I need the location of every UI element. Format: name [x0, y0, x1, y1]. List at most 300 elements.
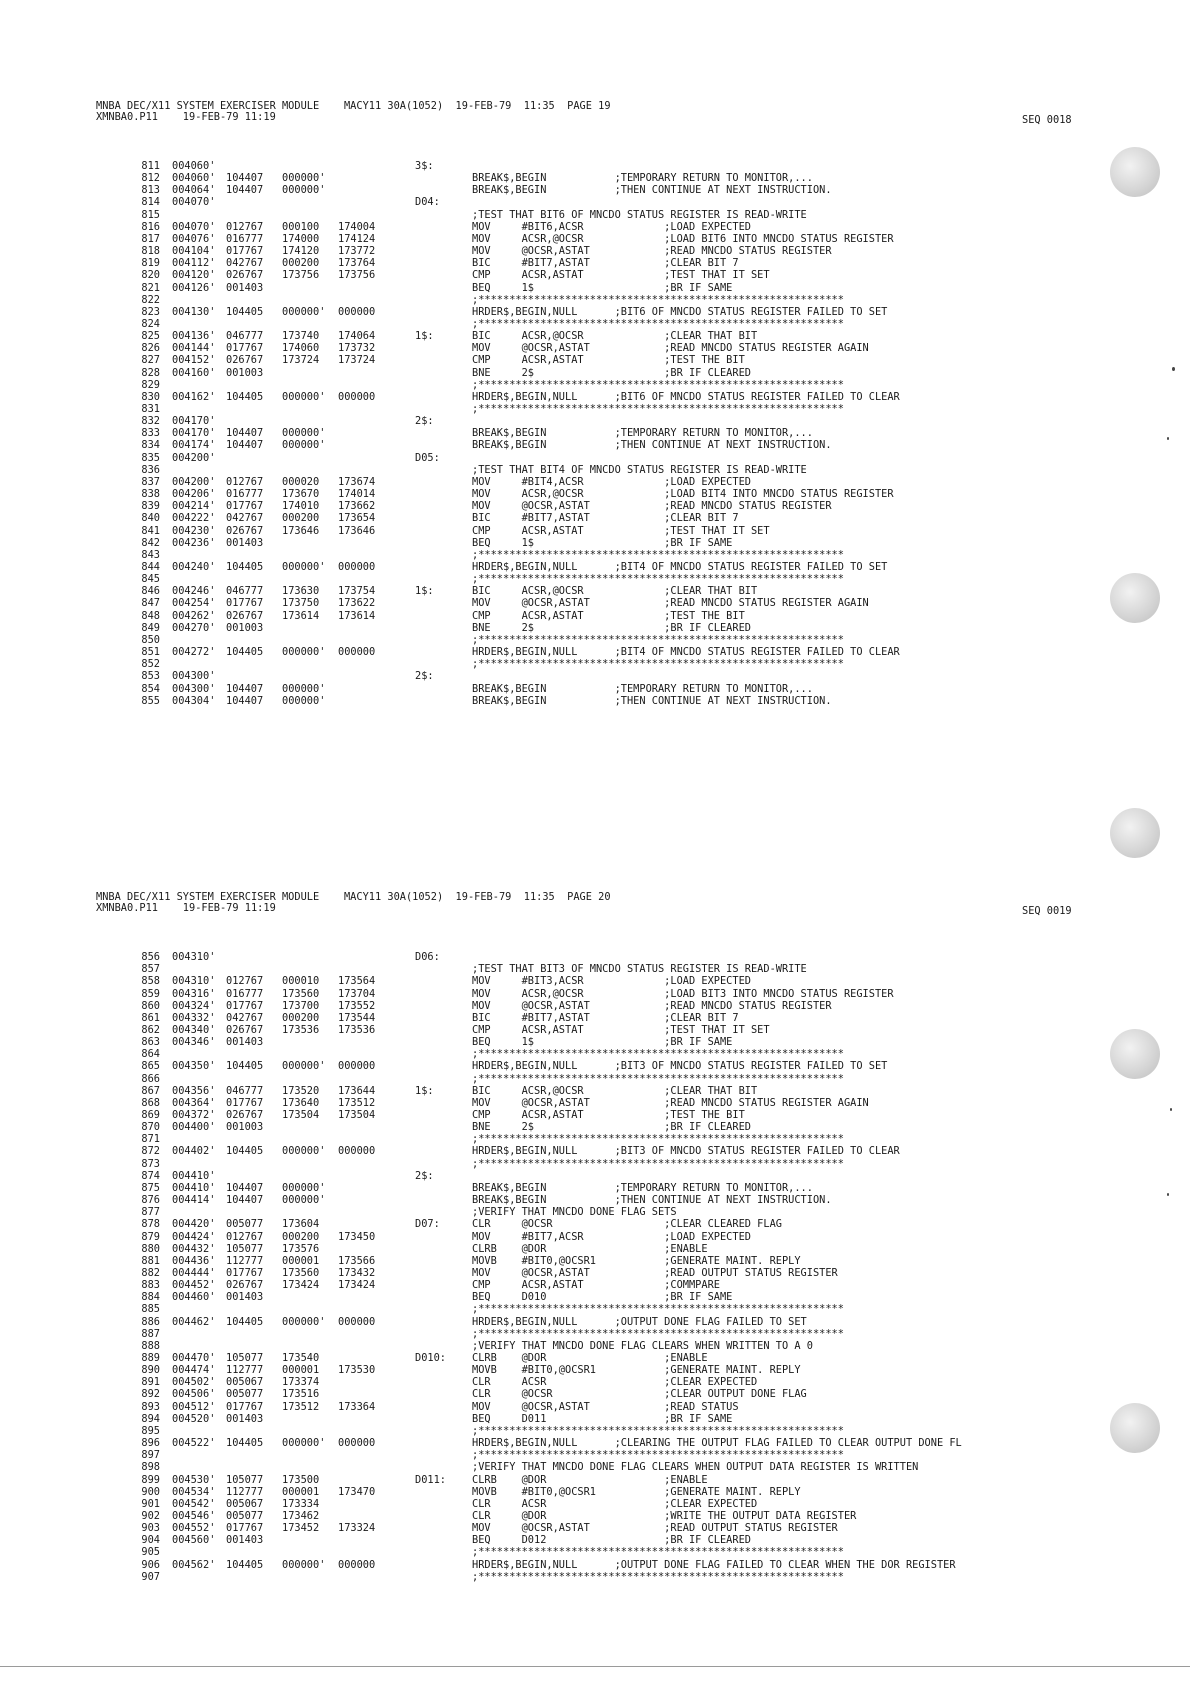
listing-line — [0, 1133, 1100, 1145]
line-number: 831 — [141, 403, 160, 415]
location: 004512' — [172, 1400, 216, 1413]
line-number: 894 — [141, 1412, 160, 1425]
line-number: 841 — [141, 524, 160, 537]
object-word-1: 104407 — [226, 1194, 264, 1206]
source-statement: ;*********************************************************** — [472, 403, 844, 415]
object-word-2: 000010 — [282, 975, 320, 988]
object-word-2: 000000' — [282, 1181, 326, 1194]
listing-line — [0, 1036, 1100, 1048]
object-word-3: 173732 — [338, 342, 376, 355]
object-word-1: 005077 — [226, 1218, 264, 1231]
source-statement: MOV @OCSR,ASTAT ;READ OUTPUT STATUS REGISTER — [472, 1266, 838, 1279]
line-number: 879 — [141, 1230, 160, 1243]
location: 004530' — [172, 1473, 216, 1486]
speck — [1167, 437, 1169, 440]
object-word-3: 173772 — [338, 245, 376, 258]
source-statement: ;VERIFY THAT MNCDO DONE FLAG CLEARS WHEN WRITTEN TO A 0 — [472, 1339, 813, 1352]
source-statement: BIC ACSR,@OCSR ;CLEAR THAT BIT — [472, 330, 758, 343]
location: 004304' — [172, 694, 216, 707]
line-number: 824 — [141, 318, 160, 330]
location: 004254' — [172, 597, 216, 610]
line-number: 901 — [141, 1497, 160, 1510]
source-statement: CLR @DOR ;WRITE THE OUTPUT DATA REGISTER — [472, 1509, 857, 1522]
line-number: 849 — [141, 621, 160, 634]
line-number: 868 — [141, 1096, 160, 1109]
line-number: 838 — [141, 488, 160, 501]
source-statement: BREAK$,BEGIN ;THEN CONTINUE AT NEXT INSTRUCTION. — [472, 1194, 832, 1206]
object-word-1: 026767 — [226, 1279, 264, 1291]
object-word-1: 042767 — [226, 257, 264, 270]
location: 004520' — [172, 1412, 216, 1425]
object-word-3: 000000 — [338, 561, 376, 573]
source-statement: CMP ACSR,ASTAT ;COMMPARE — [472, 1279, 720, 1291]
object-word-1: 026767 — [226, 354, 264, 367]
line-number: 837 — [141, 475, 160, 488]
source-statement: BEQ D012 ;BR IF CLEARED — [472, 1534, 751, 1547]
line-number: 822 — [141, 293, 160, 306]
listing-line — [0, 1097, 1100, 1109]
location: 004542' — [172, 1497, 216, 1510]
location: 004364' — [172, 1096, 216, 1109]
listing-line — [0, 951, 1100, 963]
object-word-2: 000000' — [282, 1060, 326, 1073]
object-word-3: 173504 — [338, 1109, 376, 1121]
source-statement: CLRB @DOR ;ENABLE — [472, 1473, 708, 1486]
page-header-file: XMNBA0.P11 19-FEB-79 11:19 — [96, 111, 276, 123]
listing-line — [0, 1255, 1100, 1267]
source-statement: BIC ACSR,@OCSR ;CLEAR THAT BIT — [472, 1084, 758, 1097]
source-statement: BREAK$,BEGIN ;THEN CONTINUE AT NEXT INSTRUCTION. — [472, 184, 832, 197]
line-number: 897 — [141, 1449, 160, 1462]
location: 004200' — [172, 451, 216, 464]
object-word-1: 016777 — [226, 488, 264, 501]
object-word-2: 000001 — [282, 1254, 320, 1267]
object-word-1: 005067 — [226, 1376, 264, 1389]
object-word-1: 046777 — [226, 1084, 264, 1097]
location: 004120' — [172, 269, 216, 282]
source-statement: MOV #BIT6,ACSR ;LOAD EXPECTED — [472, 220, 751, 233]
object-word-2: 173640 — [282, 1096, 320, 1109]
listing-line — [0, 1085, 1100, 1097]
source-statement: HRDER$,BEGIN,NULL ;BIT6 OF MNCDO STATUS REGISTER FAILED TO SET — [472, 305, 888, 318]
listing-line — [0, 1498, 1100, 1510]
location: 004160' — [172, 366, 216, 379]
line-number: 871 — [141, 1133, 160, 1146]
object-word-2: 173670 — [282, 488, 320, 501]
object-word-2: 173604 — [282, 1218, 320, 1231]
line-number: 855 — [141, 694, 160, 707]
listing-line — [0, 1073, 1100, 1085]
object-word-3: 173364 — [338, 1400, 376, 1413]
object-word-3: 173654 — [338, 512, 376, 525]
object-word-1: 104405 — [226, 1315, 264, 1328]
location: 004402' — [172, 1145, 216, 1158]
object-word-1: 112777 — [226, 1364, 264, 1377]
page-edge-line — [0, 1666, 1190, 1667]
source-statement: ;*********************************************************** — [472, 1449, 844, 1462]
object-word-2: 000200 — [282, 1230, 320, 1243]
source-statement: BEQ 1$ ;BR IF SAME — [472, 536, 733, 549]
listing-line — [0, 1060, 1100, 1072]
source-statement: BIC ACSR,@OCSR ;CLEAR THAT BIT — [472, 585, 758, 598]
source-statement: BEQ D010 ;BR IF SAME — [472, 1291, 733, 1304]
label: D010: — [415, 1352, 446, 1364]
line-number: 861 — [141, 1011, 160, 1024]
listing-line — [0, 1303, 1100, 1315]
object-word-2: 173334 — [282, 1497, 320, 1510]
line-number: 876 — [141, 1194, 160, 1206]
object-word-2: 000000' — [282, 439, 326, 452]
object-word-2: 173374 — [282, 1376, 320, 1389]
object-word-3: 173470 — [338, 1485, 376, 1498]
line-number: 821 — [141, 281, 160, 294]
object-word-1: 104405 — [226, 561, 264, 573]
location: 004270' — [172, 621, 216, 634]
location: 004170' — [172, 427, 216, 440]
location: 004460' — [172, 1291, 216, 1304]
source-statement: MOVB #BIT0,@OCSR1 ;GENERATE MAINT. REPLY — [472, 1254, 801, 1267]
line-number: 893 — [141, 1400, 160, 1413]
source-statement: ;VERIFY THAT MNCDO DONE FLAG SETS — [472, 1206, 677, 1219]
object-word-2: 000000' — [282, 427, 326, 440]
source-statement: CMP ACSR,ASTAT ;TEST THE BIT — [472, 1109, 745, 1121]
object-word-2: 173576 — [282, 1242, 320, 1255]
listing-line — [0, 1279, 1100, 1291]
listing-line — [0, 1510, 1100, 1522]
object-word-1: 042767 — [226, 512, 264, 525]
location: 004356' — [172, 1084, 216, 1097]
source-statement: ;*********************************************************** — [472, 1157, 844, 1170]
object-word-1: 017767 — [226, 1266, 264, 1279]
page-header-file: XMNBA0.P11 19-FEB-79 11:19 — [96, 902, 276, 914]
source-statement: MOV @OCSR,ASTAT ;READ MNCDO STATUS REGISTER — [472, 500, 832, 513]
location: 004060' — [172, 160, 216, 172]
label: 1$: — [415, 330, 434, 343]
source-statement: ;*********************************************************** — [472, 633, 844, 646]
line-number: 883 — [141, 1279, 160, 1291]
object-word-2: 000200 — [282, 1011, 320, 1024]
line-number: 885 — [141, 1303, 160, 1316]
object-word-1: 104405 — [226, 1145, 264, 1158]
listing-line — [0, 1388, 1100, 1400]
listing-line — [0, 1437, 1100, 1449]
object-word-1: 104405 — [226, 646, 264, 658]
location: 004444' — [172, 1266, 216, 1279]
line-number: 826 — [141, 342, 160, 355]
sequence-number: SEQ 0019 — [1022, 905, 1072, 917]
location: 004230' — [172, 524, 216, 537]
line-number: 834 — [141, 439, 160, 452]
object-word-3: 174064 — [338, 330, 376, 343]
listing-line — [0, 1194, 1100, 1206]
source-statement: ;*********************************************************** — [472, 318, 844, 330]
line-number: 874 — [141, 1169, 160, 1182]
line-number: 878 — [141, 1218, 160, 1231]
source-statement: CLR @OCSR ;CLEAR OUTPUT DONE FLAG — [472, 1388, 807, 1401]
source-statement: CMP ACSR,ASTAT ;TEST THAT IT SET — [472, 269, 770, 282]
object-word-3: 000000 — [338, 1145, 376, 1158]
source-statement: ;*********************************************************** — [472, 573, 844, 586]
line-number: 867 — [141, 1084, 160, 1097]
listing-line — [0, 1182, 1100, 1194]
object-word-2: 173462 — [282, 1509, 320, 1522]
location: 004206' — [172, 488, 216, 501]
object-word-2: 000020 — [282, 475, 320, 488]
source-statement: ;VERIFY THAT MNCDO DONE FLAG CLEARS WHEN OUTPUT DATA REGISTER IS WRITTEN — [472, 1461, 919, 1474]
source-statement: HRDER$,BEGIN,NULL ;CLEARING THE OUTPUT FLAG FAILED TO CLEAR OUTPUT DONE FL — [472, 1437, 962, 1449]
listing-line — [0, 1522, 1100, 1534]
location: 004552' — [172, 1522, 216, 1535]
source-statement: MOV @OCSR,ASTAT ;READ OUTPUT STATUS REGISTER — [472, 1522, 838, 1535]
source-statement: BREAK$,BEGIN ;TEMPORARY RETURN TO MONITOR,... — [472, 172, 813, 185]
location: 004310' — [172, 951, 216, 963]
object-word-1: 104405 — [226, 1437, 264, 1449]
object-word-2: 173756 — [282, 269, 320, 282]
line-number: 840 — [141, 512, 160, 525]
source-statement: BIC #BIT7,ASTAT ;CLEAR BIT 7 — [472, 257, 739, 270]
line-number: 872 — [141, 1145, 160, 1158]
location: 004502' — [172, 1376, 216, 1389]
label: 2$: — [415, 415, 434, 428]
label: 2$: — [415, 670, 434, 683]
source-statement: BNE 2$ ;BR IF CLEARED — [472, 621, 751, 634]
object-word-1: 001403 — [226, 536, 264, 549]
source-statement: HRDER$,BEGIN,NULL ;BIT3 OF MNCDO STATUS REGISTER FAILED TO CLEAR — [472, 1145, 900, 1158]
punch-hole — [1110, 147, 1160, 197]
line-number: 832 — [141, 415, 160, 428]
object-word-2: 000200 — [282, 512, 320, 525]
source-statement: ;TEST THAT BIT6 OF MNCDO STATUS REGISTER IS READ-WRITE — [472, 208, 807, 221]
line-number: 896 — [141, 1437, 160, 1449]
line-number: 856 — [141, 951, 160, 963]
object-word-1: 042767 — [226, 1011, 264, 1024]
object-word-2: 173520 — [282, 1084, 320, 1097]
object-word-1: 001403 — [226, 281, 264, 294]
location: 004414' — [172, 1194, 216, 1206]
source-statement: ;*********************************************************** — [472, 1546, 844, 1559]
object-word-1: 016777 — [226, 987, 264, 1000]
line-number: 891 — [141, 1376, 160, 1389]
source-statement: CMP ACSR,ASTAT ;TEST THAT IT SET — [472, 524, 770, 537]
object-word-1: 017767 — [226, 597, 264, 610]
line-number: 857 — [141, 963, 160, 976]
object-word-3: 000000 — [338, 646, 376, 658]
line-number: 823 — [141, 305, 160, 318]
listing-line — [0, 1158, 1100, 1170]
location: 004332' — [172, 1011, 216, 1024]
object-word-3: 173544 — [338, 1011, 376, 1024]
location: 004152' — [172, 354, 216, 367]
line-number: 839 — [141, 500, 160, 513]
line-number: 889 — [141, 1352, 160, 1364]
object-word-2: 000000' — [282, 682, 326, 695]
source-statement: CLR @OCSR ;CLEAR CLEARED FLAG — [472, 1218, 782, 1231]
source-statement: BREAK$,BEGIN ;TEMPORARY RETURN TO MONITOR,... — [472, 427, 813, 440]
source-statement: MOVB #BIT0,@OCSR1 ;GENERATE MAINT. REPLY — [472, 1364, 801, 1377]
source-statement: ;*********************************************************** — [472, 1570, 844, 1583]
location: 004200' — [172, 475, 216, 488]
source-statement: MOV @OCSR,ASTAT ;READ STATUS — [472, 1400, 739, 1413]
line-number: 835 — [141, 451, 160, 464]
listing-line — [0, 1376, 1100, 1388]
line-number: 882 — [141, 1266, 160, 1279]
object-word-1: 001003 — [226, 366, 264, 379]
object-word-1: 005077 — [226, 1388, 264, 1401]
object-word-1: 105077 — [226, 1473, 264, 1486]
location: 004372' — [172, 1109, 216, 1121]
object-word-1: 012767 — [226, 1230, 264, 1243]
object-word-2: 000000' — [282, 184, 326, 197]
source-statement: HRDER$,BEGIN,NULL ;OUTPUT DONE FLAG FAILED TO SET — [472, 1315, 807, 1328]
source-statement: MOV ACSR,@OCSR ;LOAD BIT6 INTO MNCDO STATUS REGISTER — [472, 232, 894, 245]
source-statement: MOV #BIT3,ACSR ;LOAD EXPECTED — [472, 975, 751, 988]
location: 004346' — [172, 1036, 216, 1048]
source-statement: HRDER$,BEGIN,NULL ;BIT6 OF MNCDO STATUS REGISTER FAILED TO CLEAR — [472, 390, 900, 403]
location: 004246' — [172, 585, 216, 598]
line-number: 884 — [141, 1291, 160, 1304]
line-number: 877 — [141, 1206, 160, 1219]
page-header-title: MNBA DEC/X11 SYSTEM EXERCISER MODULE MACY11 30A(1052) 19-FEB-79 11:35 PAGE 20 — [96, 891, 611, 903]
listing-line — [0, 1340, 1100, 1352]
object-word-2: 173750 — [282, 597, 320, 610]
listing-line — [0, 1109, 1100, 1121]
listing-line — [0, 1267, 1100, 1279]
location: 004300' — [172, 682, 216, 695]
object-word-1: 001403 — [226, 1036, 264, 1048]
source-statement: ;*********************************************************** — [472, 1048, 844, 1061]
object-word-1: 104407 — [226, 694, 264, 707]
object-word-2: 000000' — [282, 305, 326, 318]
source-statement: ;*********************************************************** — [472, 1303, 844, 1316]
location: 004316' — [172, 987, 216, 1000]
line-number: 875 — [141, 1181, 160, 1194]
object-word-3: 173764 — [338, 257, 376, 270]
source-statement: HRDER$,BEGIN,NULL ;BIT3 OF MNCDO STATUS REGISTER FAILED TO SET — [472, 1060, 888, 1073]
line-number: 863 — [141, 1036, 160, 1048]
object-word-2: 000000' — [282, 1558, 326, 1571]
object-word-2: 000001 — [282, 1364, 320, 1377]
source-statement: MOV @OCSR,ASTAT ;READ MNCDO STATUS REGISTER — [472, 245, 832, 258]
location: 004562' — [172, 1558, 216, 1571]
object-word-2: 173646 — [282, 524, 320, 537]
source-statement: MOV #BIT7,ACSR ;LOAD EXPECTED — [472, 1230, 751, 1243]
location: 004070' — [172, 196, 216, 209]
listing-line — [0, 1170, 1100, 1182]
object-word-2: 000000' — [282, 1315, 326, 1328]
object-word-2: 173724 — [282, 354, 320, 367]
object-word-1: 005077 — [226, 1509, 264, 1522]
object-word-2: 173630 — [282, 585, 320, 598]
listing-line — [0, 1024, 1100, 1036]
object-word-1: 026767 — [226, 524, 264, 537]
source-statement: BEQ 1$ ;BR IF SAME — [472, 281, 733, 294]
object-word-1: 026767 — [226, 1109, 264, 1121]
source-statement: ;*********************************************************** — [472, 548, 844, 561]
object-word-2: 173614 — [282, 609, 320, 622]
object-word-3: 173674 — [338, 475, 376, 488]
line-number: 888 — [141, 1339, 160, 1352]
listing-line — [0, 1291, 1100, 1303]
listing-line — [0, 1328, 1100, 1340]
listing-line — [0, 963, 1100, 975]
object-word-1: 001403 — [226, 1534, 264, 1547]
line-number: 902 — [141, 1509, 160, 1522]
listing-line — [0, 1364, 1100, 1376]
object-word-3: 173566 — [338, 1254, 376, 1267]
source-statement: ;TEST THAT BIT4 OF MNCDO STATUS REGISTER IS READ-WRITE — [472, 463, 807, 476]
location: 004300' — [172, 670, 216, 683]
line-number: 859 — [141, 987, 160, 1000]
line-number: 845 — [141, 573, 160, 586]
label: D06: — [415, 951, 440, 963]
location: 004452' — [172, 1279, 216, 1291]
object-word-2: 000000' — [282, 646, 326, 658]
line-number: 906 — [141, 1558, 160, 1571]
line-number: 860 — [141, 999, 160, 1012]
label: 3$: — [415, 160, 434, 172]
object-word-2: 000000' — [282, 1437, 326, 1449]
source-statement: MOV @OCSR,ASTAT ;READ MNCDO STATUS REGISTER AGAIN — [472, 1096, 869, 1109]
object-word-3: 000000 — [338, 305, 376, 318]
source-statement: BREAK$,BEGIN ;THEN CONTINUE AT NEXT INSTRUCTION. — [472, 439, 832, 452]
object-word-1: 017767 — [226, 500, 264, 513]
line-number: 895 — [141, 1424, 160, 1437]
listing-line — [0, 1145, 1100, 1157]
object-word-2: 000100 — [282, 220, 320, 233]
sequence-number: SEQ 0018 — [1022, 114, 1072, 126]
object-word-1: 001403 — [226, 1291, 264, 1304]
source-statement: BREAK$,BEGIN ;TEMPORARY RETURN TO MONITOR,... — [472, 1181, 813, 1194]
location: 004534' — [172, 1485, 216, 1498]
line-number: 892 — [141, 1388, 160, 1401]
location: 004162' — [172, 390, 216, 403]
listing-line — [0, 1413, 1100, 1425]
object-word-2: 000000' — [282, 172, 326, 185]
listing-line — [0, 1546, 1100, 1558]
punch-hole — [1110, 1403, 1160, 1453]
listing-line — [0, 1449, 1100, 1461]
line-number: 890 — [141, 1364, 160, 1377]
listing-line — [0, 1425, 1100, 1437]
object-word-2: 173516 — [282, 1388, 320, 1401]
line-number: 836 — [141, 463, 160, 476]
listing-line — [0, 975, 1100, 987]
source-statement: MOV @OCSR,ASTAT ;READ MNCDO STATUS REGISTER AGAIN — [472, 597, 869, 610]
label: D011: — [415, 1473, 446, 1486]
source-statement: MOV #BIT4,ACSR ;LOAD EXPECTED — [472, 475, 751, 488]
source-statement: CLRB @DOR ;ENABLE — [472, 1352, 708, 1364]
line-number: 829 — [141, 378, 160, 391]
line-number: 898 — [141, 1461, 160, 1474]
line-number: 881 — [141, 1254, 160, 1267]
object-word-3: 173552 — [338, 999, 376, 1012]
source-statement: ;*********************************************************** — [472, 1424, 844, 1437]
source-statement: HRDER$,BEGIN,NULL ;BIT4 OF MNCDO STATUS REGISTER FAILED TO CLEAR — [472, 646, 900, 658]
object-word-1: 001403 — [226, 1412, 264, 1425]
location: 004474' — [172, 1364, 216, 1377]
object-word-2: 173424 — [282, 1279, 320, 1291]
object-word-1: 017767 — [226, 999, 264, 1012]
source-statement: ;*********************************************************** — [472, 378, 844, 391]
listing-line — [0, 1048, 1100, 1060]
object-word-2: 000000' — [282, 1194, 326, 1206]
speck — [1170, 1108, 1172, 1111]
object-word-1: 046777 — [226, 330, 264, 343]
object-word-2: 173540 — [282, 1352, 320, 1364]
location: 004112' — [172, 257, 216, 270]
line-number: 846 — [141, 585, 160, 598]
object-word-2: 000000' — [282, 390, 326, 403]
